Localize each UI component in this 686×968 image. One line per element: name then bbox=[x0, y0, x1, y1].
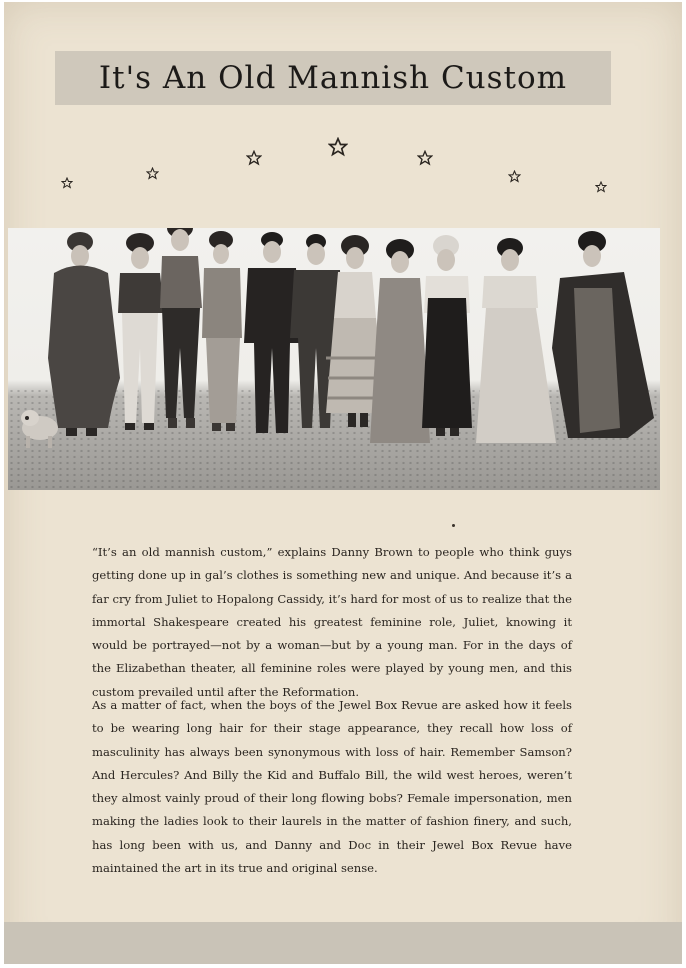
page-title: It's An Old Mannish Custom bbox=[98, 60, 568, 96]
star-icon bbox=[61, 177, 73, 189]
performers-figure bbox=[8, 228, 660, 490]
star-icon bbox=[417, 150, 433, 166]
performer-2 bbox=[118, 233, 164, 430]
ink-speck bbox=[452, 524, 455, 527]
paragraph-1: “It’s an old mannish custom,” explains Danny Brown to people who think guys getting done up in gal’s clothes is something new and unique. And because it’s a far cry from Juliet to Hopalong Cassidy, it’s hard for most of us to realize that the immortal Shakespeare created his greatest feminine role, Juliet, knowing it would be portrayed—not by a woman—but by a young man. For in the days of the Elizabethan theater, all feminine roles were played by young men, and this custom prevailed until after the Reformation. bbox=[92, 545, 572, 699]
group-photo bbox=[8, 228, 660, 490]
performer-9 bbox=[422, 235, 472, 436]
bottom-band bbox=[4, 922, 682, 964]
performer-10 bbox=[476, 238, 556, 443]
dog-figure bbox=[21, 410, 58, 448]
star-icon bbox=[595, 181, 607, 193]
performer-3 bbox=[160, 228, 202, 428]
performer-8 bbox=[370, 239, 430, 443]
performer-11 bbox=[552, 231, 654, 438]
paragraph-2: As a matter of fact, when the boys of the Jewel Box Revue are asked how it feels to be wearing long hair for their stage appearance, they recall how loss of masculinity has always been synonymous with loss of hair. Remember Samson? And Hercules? And Billy the Kid and Buffalo Bill, the wild west heroes, weren’t they almost vainly proud of their long flowing bobs? Female impersonation, men making the ladies look to their laurels in the matter of fashion finery, and such, has long been with us, and Danny and Doc in their Jewel Box Revue have maintained the art in its true and original sense. bbox=[92, 698, 572, 876]
star-icon bbox=[508, 170, 521, 183]
star-icon bbox=[328, 137, 348, 157]
title-banner bbox=[55, 51, 611, 105]
performer-1 bbox=[48, 232, 120, 436]
performer-4 bbox=[202, 231, 242, 431]
star-icon bbox=[146, 167, 159, 180]
star-icon bbox=[246, 150, 262, 166]
